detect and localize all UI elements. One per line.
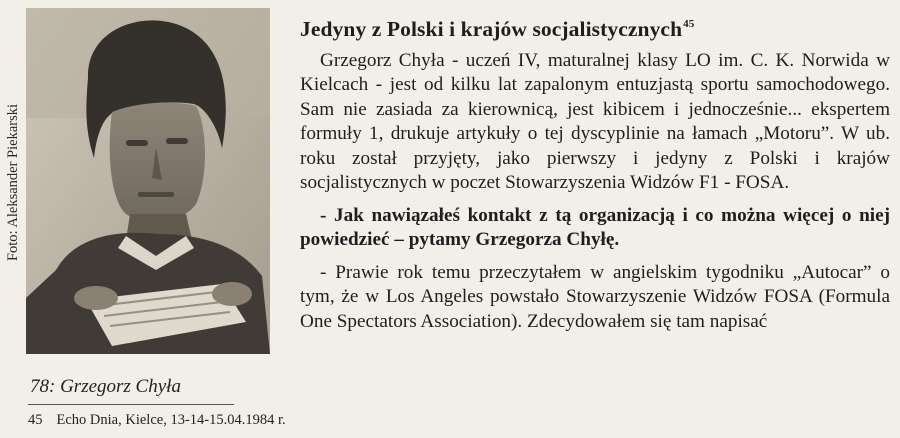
photo-credit — [6, 12, 22, 352]
article-intro-paragraph: Grzegorz Chyła - uczeń IV, maturalnej klasy LO im. C. K. Norwida w Kielcach - jest od kilku lat zapalonym entuzjastą sportu samochodowego. Sam nie zasiada za kierownicą, jest kibicem i jednocześnie... ekspertem formuły 1, drukuje artykuły o tej dyscyplinie na łamach „Motoru”. W ub. roku został przyjęty, jako pierwszy i jedyny z Polski i krajów socjalistycznych w poczet Stowarzyszenia Widzów F1 - FOSA. — [300, 49, 890, 194]
interview-question: - Jak nawiązałeś kontakt z tą organizacją i co można więcej o niej powiedzieć – pytamy Grzegorza Chyłę. — [300, 204, 890, 251]
headline-text: Jedyny z Polski i krajów socjalistycznych — [300, 17, 683, 41]
interview-answer: - Prawie rok temu przeczytałem w angielskim tygodniku „Autocar” o tym, że w Los Angeles powstało Stowarzyszenie Widzów FOSA (Formula One Spectators Association). Zdecydowałem się tam napisać — [300, 261, 890, 332]
portrait-photo-image — [26, 8, 270, 354]
headline-footnote-ref: 45 — [683, 18, 695, 30]
article-headline — [300, 16, 890, 43]
photo-credit-text: Foto: Aleksander Piekarski — [5, 103, 22, 261]
footnote — [28, 412, 286, 429]
footnote-divider — [28, 404, 234, 405]
footnote-number: 45 — [28, 412, 43, 428]
portrait-photo — [26, 8, 270, 354]
article-column — [300, 16, 890, 334]
photo-caption: 78: Grzegorz Chyła — [30, 376, 181, 397]
footnote-text: Echo Dnia, Kielce, 13-14-15.04.1984 r. — [56, 412, 286, 428]
